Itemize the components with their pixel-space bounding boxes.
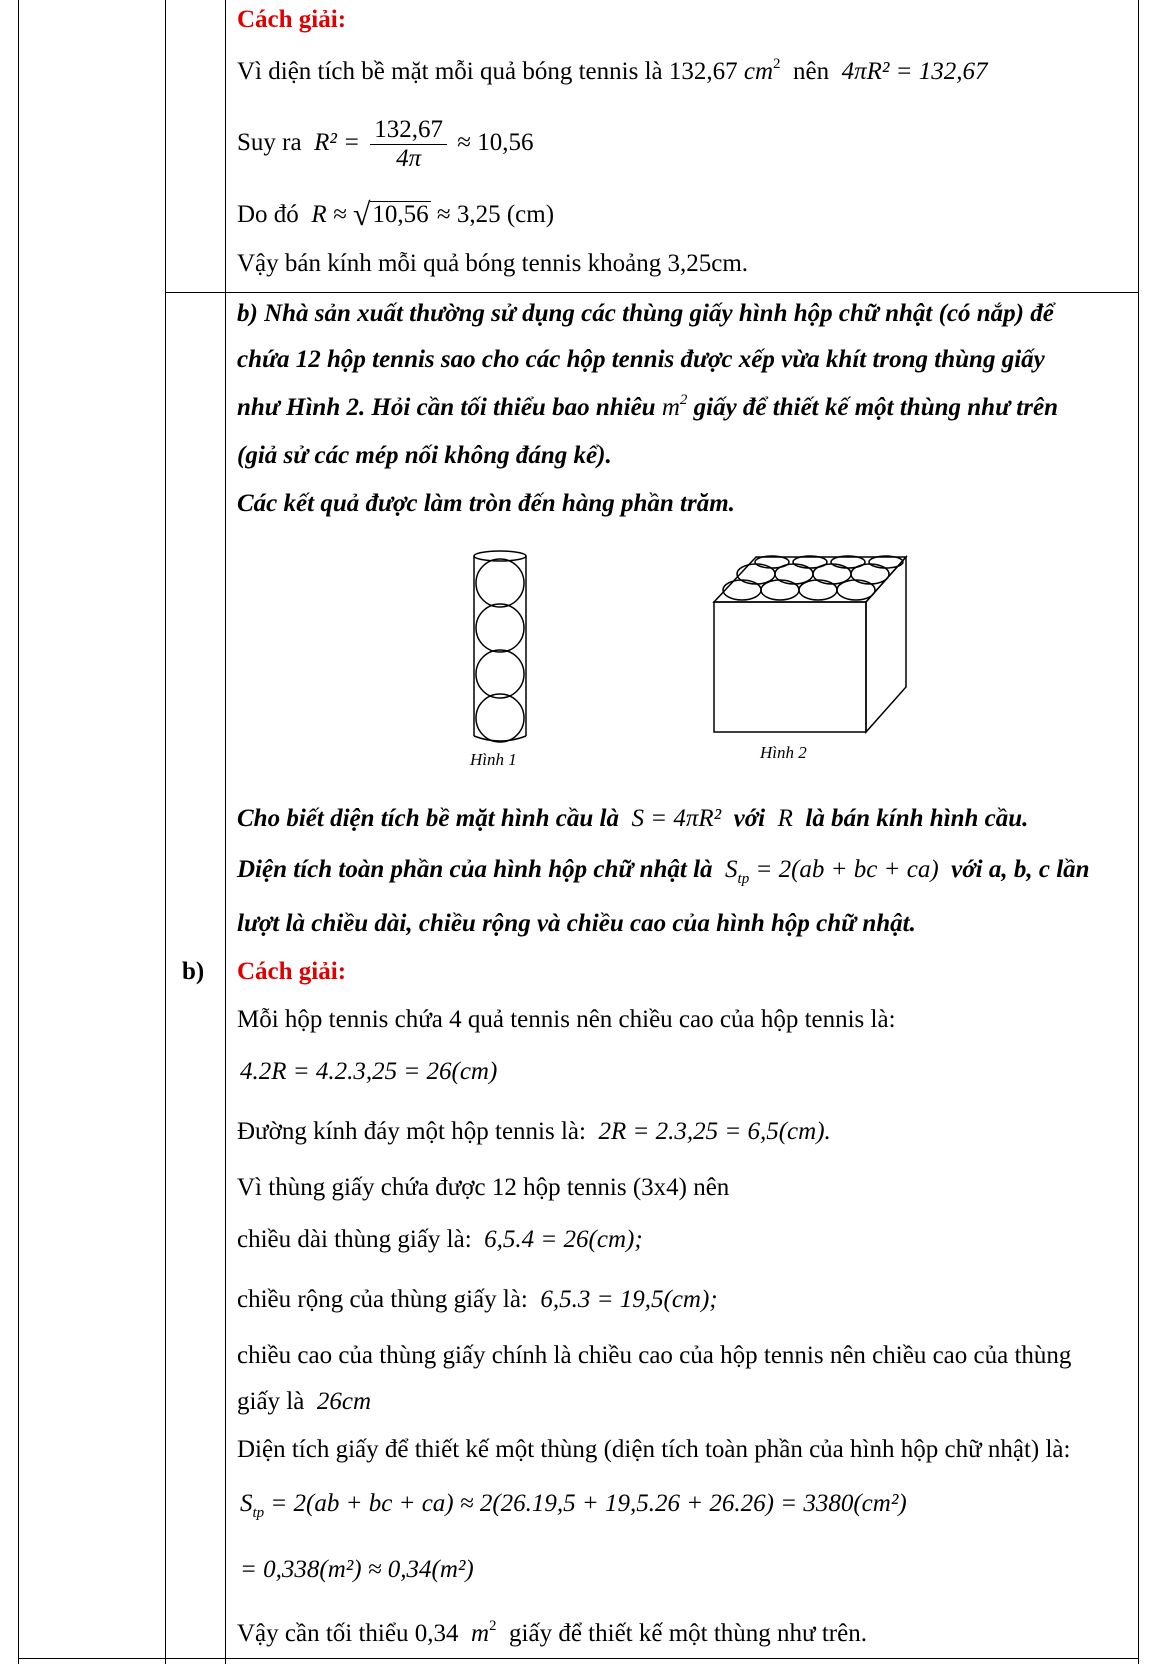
solution-line-4: Vì thùng giấy chứa được 12 hộp tennis (3x4) nên xyxy=(237,1174,730,1201)
table-border-left xyxy=(18,0,19,1664)
problem-line-1: b) Nhà sản xuất thường sử dụng các thùng giấy hình hộp chữ nhật (có nắp) để xyxy=(237,300,1054,327)
section-a-line2: Suy ra R² = $\frac{132,67}{4\pi}$ ≈ 10,56 xyxy=(237,115,534,172)
solution-line-3: Đường kính đáy một hộp tennis là: 2R = 2.3,25 = 6,5(cm). xyxy=(237,1118,831,1145)
section-a-line1: Vì diện tích bề mặt mỗi quả bóng tennis là 132,67 $cm^2$ nên 4πR² = 132,67 xyxy=(237,56,988,85)
table-border-right xyxy=(1138,0,1139,1664)
problem-line-4: (giả sử các mép nối không đáng kể). xyxy=(237,442,612,469)
solution-line-1: Mỗi hộp tennis chứa 4 quả tennis nên chiều cao của hộp tennis là: xyxy=(237,1006,896,1033)
section-a-line4: Vậy bán kính mỗi quả bóng tennis khoảng 3,25cm. xyxy=(237,250,749,277)
section-a-line3: Do đó R ≈ √10,56 ≈ 3,25 (cm) xyxy=(237,196,555,232)
figure-1-caption: Hình 1 xyxy=(470,750,517,769)
fraction: $\frac{132,67}{4\pi}$ xyxy=(370,116,447,173)
problem-line-5: Các kết quả được làm tròn đến hàng phần trăm. xyxy=(237,490,735,517)
section-b-heading: Cách giải: xyxy=(237,958,347,985)
row-label-b: b) xyxy=(182,958,205,985)
figure-2-box xyxy=(706,552,916,738)
solution-line-6: chiều rộng của thùng giấy là: 6,5.3 = 19,5(cm); xyxy=(237,1286,718,1313)
figure-2-caption: Hình 2 xyxy=(760,743,807,762)
solution-line-5: chiều dài thùng giấy là: 6,5.4 = 26(cm); xyxy=(237,1226,643,1253)
section-a-heading: Cách giải: xyxy=(237,6,347,33)
solution-line-12: Vậy cần tối thiểu 0,34 $m^2$ giấy để thiết kế một thùng như trên. xyxy=(237,1618,867,1647)
solution-line-8: giấy là 26cm xyxy=(237,1388,371,1415)
figure-1-tennis-tube xyxy=(465,548,535,744)
table-border-col2 xyxy=(225,0,226,1664)
solution-line-9: Diện tích giấy để thiết kế một thùng (diện tích toàn phần của hình hộp chữ nhật) là: xyxy=(237,1436,1071,1463)
solution-line-7: chiều cao của thùng giấy chính là chiều cao của hộp tennis nên chiều cao của thùng xyxy=(237,1342,1072,1369)
solution-line-10: $S_{tp} = 2(ab$ + bc + ca) ≈ 2(26.19,5 + 19,5.26 + 26.26) = 3380(cm²) xyxy=(240,1490,907,1521)
solution-line-11: = 0,338(m²) ≈ 0,34(m²) xyxy=(240,1556,474,1583)
problem-line-3: như Hình 2. Hỏi cần tối thiểu bao nhiêu $m^2$ giấy để thiết kế một thùng như trên xyxy=(237,392,1058,421)
table-border-col1 xyxy=(165,0,166,1664)
table-border-bottom xyxy=(18,1658,1138,1659)
given-line-2: Diện tích toàn phần của hình hộp chữ nhật là $S_{tp} = 2(ab$ + bc + ca) với a, b, c lần xyxy=(237,856,1090,887)
solution-line-2: 4.2R = 4.2.3,25 = 26(cm) xyxy=(240,1058,498,1085)
row-divider xyxy=(165,292,1138,293)
given-line-1: Cho biết diện tích bề mặt hình cầu là S = 4πR² với R là bán kính hình cầu. xyxy=(237,805,1029,832)
problem-line-2: chứa 12 hộp tennis sao cho các hộp tennis được xếp vừa khít trong thùng giấy xyxy=(237,346,1045,373)
given-line-3: lượt là chiều dài, chiều rộng và chiều cao của hình hộp chữ nhật. xyxy=(237,910,916,937)
